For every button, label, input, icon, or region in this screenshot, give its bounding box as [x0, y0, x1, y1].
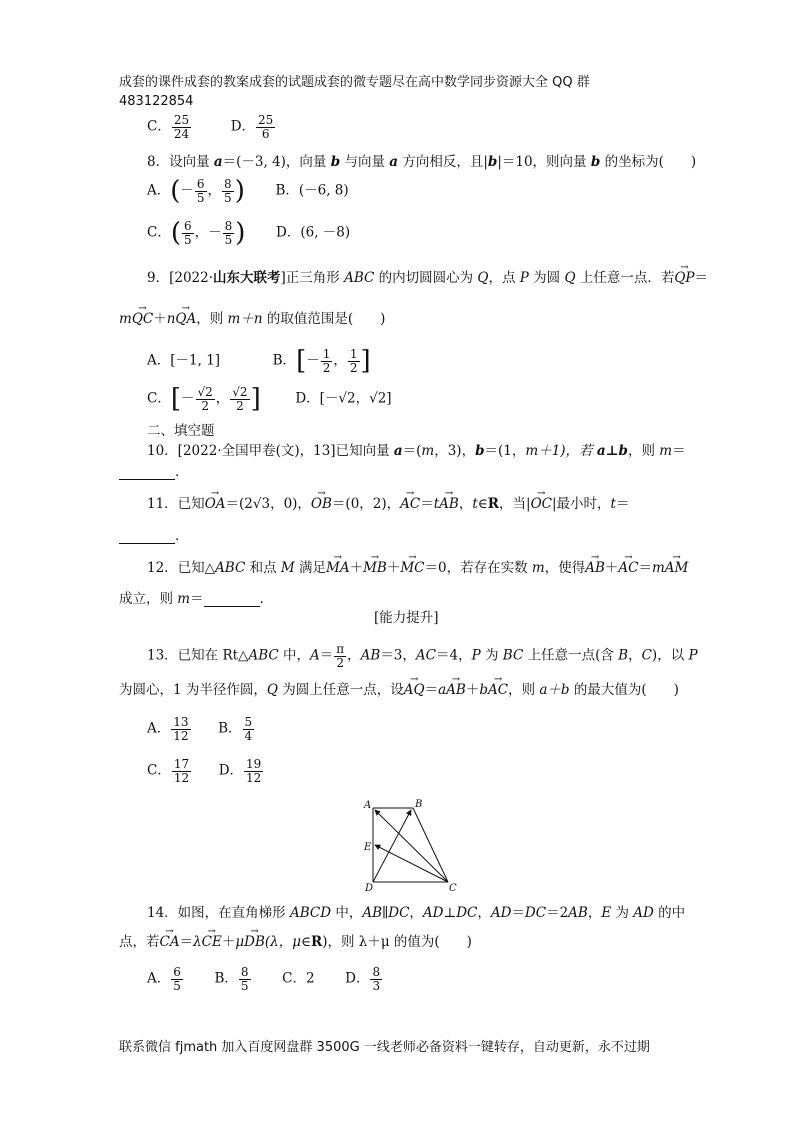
right-bracket: ]	[250, 384, 261, 415]
q12-vec-MC: → MC	[400, 562, 424, 576]
q9-stem-b: 的内切圆圆心为	[374, 270, 478, 286]
q14-optD-frac	[370, 966, 382, 992]
q9-stem-a: ]正三角形	[280, 270, 345, 286]
section-ability: [能力提升]	[374, 610, 439, 626]
answer-blank[interactable]	[204, 605, 260, 607]
q13-vec-AB: → AB	[446, 684, 466, 698]
q11-c: ＝(0，2)，	[331, 496, 401, 512]
q14-mu: μ	[235, 934, 245, 950]
q12-c: 满足	[294, 560, 327, 576]
q13-e: AB	[360, 647, 381, 664]
right-paren: )	[235, 218, 246, 249]
q13-l: 上任意一点(含	[523, 647, 619, 664]
q8-optD: D．(6, －8)	[276, 224, 351, 241]
q10-line1	[147, 445, 686, 459]
q14-p: 的中	[653, 905, 686, 921]
q14-m: E	[601, 905, 612, 921]
q8-optC-sep: ，－	[194, 224, 222, 241]
q12-vec-AC: → AC	[618, 562, 638, 576]
q9-optB-frac2	[348, 348, 360, 374]
numerator: 8	[372, 965, 381, 979]
q9-optD: D．[－√2，√2]	[295, 390, 392, 407]
q10-blank-line: ．	[119, 466, 189, 480]
q13-l2-h: ，则	[508, 682, 540, 698]
q8-vec-b-2: b	[487, 154, 498, 170]
denominator: 12	[246, 770, 262, 785]
footer-line: 联系微信 fjmath 加入百度网盘群 3500G 一线老师必备资料一键转存，自动更新，永不过期	[119, 1040, 650, 1055]
q13-p: )，以	[651, 647, 689, 664]
q9-mn: m＋n	[227, 311, 263, 327]
q14-line2	[119, 936, 472, 950]
q13-options-AB	[147, 716, 255, 742]
q11-e: ，	[458, 496, 473, 512]
q14-n: 为	[611, 905, 634, 921]
q13-q: P	[688, 647, 698, 664]
q7-optD-frac	[256, 114, 275, 140]
q8-optA-frac2	[222, 178, 234, 204]
q12-M: M	[280, 560, 295, 576]
q14-optB-label: B．	[214, 970, 238, 987]
q14-l2-e: )，则 λ＋μ 的值为( )	[322, 934, 472, 950]
q9-num: 9．[2022·	[147, 270, 214, 286]
q8-optA-frac1	[195, 178, 207, 204]
q10-h: m	[659, 443, 673, 459]
q14-optC: C．2	[282, 970, 315, 987]
q8-vec-b-3: b	[590, 154, 601, 170]
q12-b: 和点	[245, 560, 281, 576]
q13-optC-label: C．	[147, 762, 171, 779]
q8-stem	[147, 156, 696, 170]
q14-vec-DB: → DB	[244, 936, 265, 950]
denominator: 2	[322, 360, 331, 375]
q9-optB-frac1	[321, 348, 333, 374]
q10-c: ，3)，	[434, 443, 476, 459]
q10-d: ＝(1，	[484, 443, 526, 459]
numerator: 6	[184, 219, 192, 233]
q7-optC-label: C．	[147, 118, 171, 135]
q11-d: ＝	[420, 496, 434, 512]
q9-vec-QA: → QA	[175, 313, 196, 327]
q13-c: ＝	[319, 647, 334, 664]
denominator: 2	[201, 398, 209, 413]
q11-vec-AC: → AC	[400, 498, 420, 512]
denominator: 5	[240, 978, 249, 993]
q9-eq: ＝	[694, 270, 709, 286]
q9-plus: ＋	[153, 311, 167, 327]
q8-optC-frac1	[182, 220, 194, 246]
denominator: 4	[244, 728, 253, 743]
denominator: 24	[173, 126, 190, 141]
q9-optC-frac2	[230, 386, 249, 412]
q11-h: |最小时，	[551, 496, 611, 512]
q13-optB-frac	[243, 716, 255, 742]
q8-optB: B．(－6, 8)	[275, 182, 349, 199]
q13-l2-j: 的最大值为( )	[569, 682, 679, 698]
numerator: 5	[244, 715, 253, 729]
q10-e: m＋1)，若	[525, 443, 597, 459]
q14-j: ＝2	[546, 905, 569, 921]
section-fill-in: 二、填空题	[147, 423, 215, 439]
q8-vec-a: a	[213, 154, 223, 170]
q14-line1	[147, 907, 685, 921]
numerator: √2	[197, 385, 213, 399]
q9-options-AB	[147, 346, 371, 377]
q9-stem-d: 为圆	[528, 270, 565, 286]
q11-f: t∈	[472, 496, 488, 512]
q13-optD-label: D．	[218, 762, 244, 779]
q9-abc: ABC	[344, 270, 375, 286]
q13-l2-a: 为圆心，1 为半径作圆，	[119, 682, 267, 698]
q9-stem-line1	[147, 272, 708, 286]
q12-vec-MB: → MB	[363, 562, 387, 576]
q14-options	[147, 966, 383, 992]
q13-abc: ABC	[248, 647, 279, 664]
q8-stem-a: 8．设向量	[147, 154, 214, 170]
denominator: 5	[184, 232, 192, 247]
numerator: 6	[173, 965, 181, 979]
q12-f: ＝	[638, 560, 652, 576]
q14-R: R	[310, 934, 323, 950]
denominator: 3	[372, 978, 381, 993]
q9-optC-label: C．	[147, 390, 171, 407]
numerator: π	[336, 642, 345, 656]
q9-tail2: 的取值范围是( )	[262, 311, 386, 327]
q14-optA-frac	[171, 966, 183, 992]
q8-optC-label: C．	[147, 224, 171, 241]
q9-Q-2: Q	[564, 270, 576, 286]
q13-optA-frac	[171, 716, 190, 742]
numerator: 13	[173, 715, 189, 729]
q14-optA-label: A．	[147, 970, 171, 987]
q12-vec-AB: → AB	[585, 562, 605, 576]
q14-optB-frac	[239, 966, 251, 992]
answer-blank[interactable]	[119, 542, 175, 544]
q12-line2-end: ．	[259, 591, 274, 607]
q11-vec-OB: → OB	[311, 498, 332, 512]
denominator: 12	[173, 770, 190, 785]
q10-a: 10．[2022·全国甲卷(文)，13]已知向量	[147, 443, 394, 459]
header-line-2: 483122854	[119, 94, 194, 109]
q13-a: 13．已知在 Rt△	[147, 647, 249, 664]
q8-stem-e: |＝10，则向量	[497, 154, 591, 170]
q12-plus-3: ＋	[604, 560, 619, 576]
q13-l2-f: ＋	[465, 682, 480, 698]
q10-m: m	[421, 443, 435, 459]
q9-optC-frac1	[196, 386, 215, 412]
q13-l2-i: a＋b	[539, 682, 570, 698]
q12-m: m	[531, 560, 545, 576]
q10-vec-a: a	[393, 443, 403, 459]
numerator: 8	[224, 219, 233, 233]
q11-vec-OC: → OC	[531, 498, 552, 512]
numerator: √2	[232, 385, 248, 399]
label-D: D	[365, 883, 374, 894]
q8-optA-sep: ，	[207, 182, 222, 199]
q9-vec-QP: → QP	[674, 272, 694, 286]
q14-vec-CA: → CA	[160, 936, 180, 950]
label-C: C	[449, 883, 457, 894]
q13-line1	[147, 643, 698, 669]
q14-g: AD	[490, 905, 512, 921]
q14-d: ，	[409, 905, 423, 921]
q14-f: ，	[477, 905, 491, 921]
left-paren: (	[170, 176, 181, 207]
q8-stem-f: 的坐标为( )	[600, 154, 697, 170]
q10-i: ＝	[672, 443, 686, 459]
numerator: 25	[258, 113, 274, 127]
q11-line1	[147, 498, 629, 512]
q13-optB-label: B．	[218, 720, 242, 737]
q13-i: P	[471, 647, 481, 664]
numerator: 1	[322, 347, 331, 361]
q8-options-CD	[147, 218, 351, 249]
q14-h: ＝	[511, 905, 525, 921]
q8-options-AB	[147, 176, 349, 207]
numerator: 8	[224, 177, 232, 191]
q14-optD-label: D．	[345, 970, 370, 987]
q13-vec-AC: → AC	[488, 684, 508, 698]
q13-vec-AQ: → AQ	[404, 684, 425, 698]
numerator: 19	[246, 757, 262, 771]
numerator: 8	[240, 965, 249, 979]
q14-c: AB∥DC	[362, 905, 410, 921]
q12-line2-m: m	[177, 591, 191, 607]
q12-e: ，使得	[544, 560, 586, 576]
q9-optB-label: B．	[272, 352, 297, 369]
q13-k: BC	[502, 647, 524, 664]
q13-optA-label: A．	[147, 720, 171, 737]
q12-vec-MA: → MA	[326, 562, 350, 576]
q11-b: ＝(2√3，0)，	[225, 496, 311, 512]
q9-optB-sign: －	[306, 352, 320, 369]
numerator: 1	[349, 347, 358, 361]
q14-abcd: ABCD	[289, 905, 332, 921]
denominator: 5	[173, 978, 181, 993]
q12-plus-1: ＋	[349, 560, 364, 576]
q11-a: 11．已知	[147, 496, 205, 512]
numerator: 6	[196, 177, 205, 191]
q9-stem-line2	[119, 313, 385, 327]
q12-a: 12．已知△	[147, 560, 216, 576]
q9-Q: Q	[477, 270, 489, 286]
q12-m2: m	[651, 560, 665, 576]
q13-d: ，	[347, 647, 361, 664]
q13-optC-frac	[172, 758, 191, 784]
q13-h: ＝4，	[436, 647, 472, 664]
q13-options-CD	[147, 758, 264, 784]
vector-DB	[373, 810, 411, 882]
denominator: 2	[236, 398, 244, 413]
q9-n: n	[166, 311, 176, 327]
denominator: 5	[224, 190, 232, 205]
q13-m: B	[618, 647, 629, 664]
q12-d: ＝0，若存在实数	[424, 560, 532, 576]
denominator: 6	[261, 126, 270, 141]
q11-g: ，当|	[499, 496, 531, 512]
left-bracket: [	[170, 384, 181, 415]
side-BC	[413, 808, 448, 882]
q14-l2-d: (λ，μ∈	[264, 934, 311, 950]
q14-e: AD⊥DC	[422, 905, 478, 921]
q9-vec-QC: → QC	[132, 313, 153, 327]
q8-vec-a-2: a	[389, 154, 399, 170]
numerator: 25	[173, 113, 190, 127]
numerator: 17	[173, 757, 190, 771]
q12-vec-AM: → AM	[665, 562, 689, 576]
q9-source: 山东大联考	[213, 270, 281, 286]
q9-stem-e: 上任意一点．若	[575, 270, 675, 286]
q11-blank-line: ．	[119, 530, 189, 544]
q10-g: ，则	[628, 443, 660, 459]
q14-l2-b: ＝	[179, 934, 194, 950]
denominator: 5	[224, 232, 233, 247]
denominator: 5	[196, 190, 205, 205]
q14-l: ，	[587, 905, 602, 921]
q14-l2-a: 点，若	[119, 934, 160, 950]
left-bracket: [	[296, 346, 307, 377]
q7-optC-frac	[172, 114, 191, 140]
q13-f: ＝3，	[380, 647, 416, 664]
denominator: 2	[336, 655, 345, 670]
denominator: 2	[349, 360, 358, 375]
q9-optC-sep: ，	[215, 390, 230, 407]
q7-options	[147, 114, 276, 140]
q11-j: ＝	[615, 496, 630, 512]
q8-vec-b: b	[330, 154, 341, 170]
trapezoid-figure	[360, 798, 464, 894]
q8-optC-frac2	[223, 220, 235, 246]
q11-R: R	[487, 496, 499, 512]
vector-CA	[375, 810, 448, 882]
q13-g: AC	[415, 647, 436, 664]
q7-optD-label: D．	[230, 118, 256, 135]
label-E: E	[364, 842, 372, 853]
q10-f: a⊥b	[596, 443, 628, 459]
q11-t: t	[433, 496, 440, 512]
q13-line2	[119, 684, 679, 698]
label-A: A	[364, 800, 372, 811]
q12-plus-2: ＋	[386, 560, 401, 576]
q9-P: P	[519, 270, 529, 286]
q14-a: 14．如图，在直角梯形	[147, 905, 290, 921]
q8-stem-b: ＝(－3, 4)，向量	[222, 154, 331, 170]
vector-CE	[375, 845, 448, 882]
q11-vec-AB: → AB	[439, 498, 459, 512]
q8-stem-d: 方向相反，且|	[398, 154, 488, 170]
q14-k: AB	[568, 905, 588, 921]
label-B: B	[415, 799, 423, 810]
q13-l2-c: 为圆上任意一点，设	[277, 682, 404, 698]
q12-line2-text: 成立，则	[119, 591, 178, 607]
q8-stem-c: 与向量	[340, 154, 390, 170]
answer-blank[interactable]	[119, 478, 175, 480]
q13-l2-d: ＝	[424, 682, 439, 698]
q14-vec-CE: → CE	[202, 936, 222, 950]
q13-optD-frac	[244, 758, 263, 784]
q9-optB-sep: ，	[333, 352, 347, 369]
q14-i: DC	[524, 905, 547, 921]
q11-vec-OA: → OA	[205, 498, 226, 512]
q14-b: 中，	[331, 905, 363, 921]
q13-l2-b: Q	[266, 682, 278, 698]
q13-pi-frac	[334, 643, 346, 669]
q9-options-CD	[147, 384, 392, 415]
denominator: 12	[173, 728, 189, 743]
q13-o: C	[641, 647, 652, 664]
q14-lambda: λ	[193, 934, 202, 950]
q12-line2-eq: ＝	[190, 591, 204, 607]
header-line-1: 成套的课件成套的教案成套的试题成套的微专题尽在高中数学同步资源大全 QQ 群	[119, 75, 590, 90]
q12-line1	[147, 562, 688, 576]
q13-A: A	[310, 647, 320, 664]
right-bracket: ]	[360, 346, 371, 377]
q9-tail: ，则	[196, 311, 228, 327]
left-paren: (	[170, 218, 181, 249]
q13-l2-g: b	[479, 682, 488, 698]
q13-l2-e: a	[438, 682, 447, 698]
q12-line2	[119, 593, 273, 607]
q14-o: AD	[633, 905, 654, 921]
q14-l2-c: ＋	[221, 934, 236, 950]
q13-n: ，	[628, 647, 642, 664]
q13-j: 为	[480, 647, 503, 664]
q8-optA-sign: －	[180, 182, 194, 199]
q13-b: 中，	[278, 647, 310, 664]
q11-i: t	[610, 496, 616, 512]
q10-vec-b: b	[475, 443, 485, 459]
q9-m: m	[119, 311, 132, 327]
q8-optA-label: A．	[147, 182, 171, 199]
q9-optA: A．[－1, 1]	[147, 352, 221, 369]
q9-stem-c: ，点	[488, 270, 520, 286]
q12-abc: ABC	[215, 560, 246, 576]
q9-optC-sign: －	[181, 390, 195, 407]
q10-b: ＝(	[402, 443, 422, 459]
right-paren: )	[234, 176, 245, 207]
